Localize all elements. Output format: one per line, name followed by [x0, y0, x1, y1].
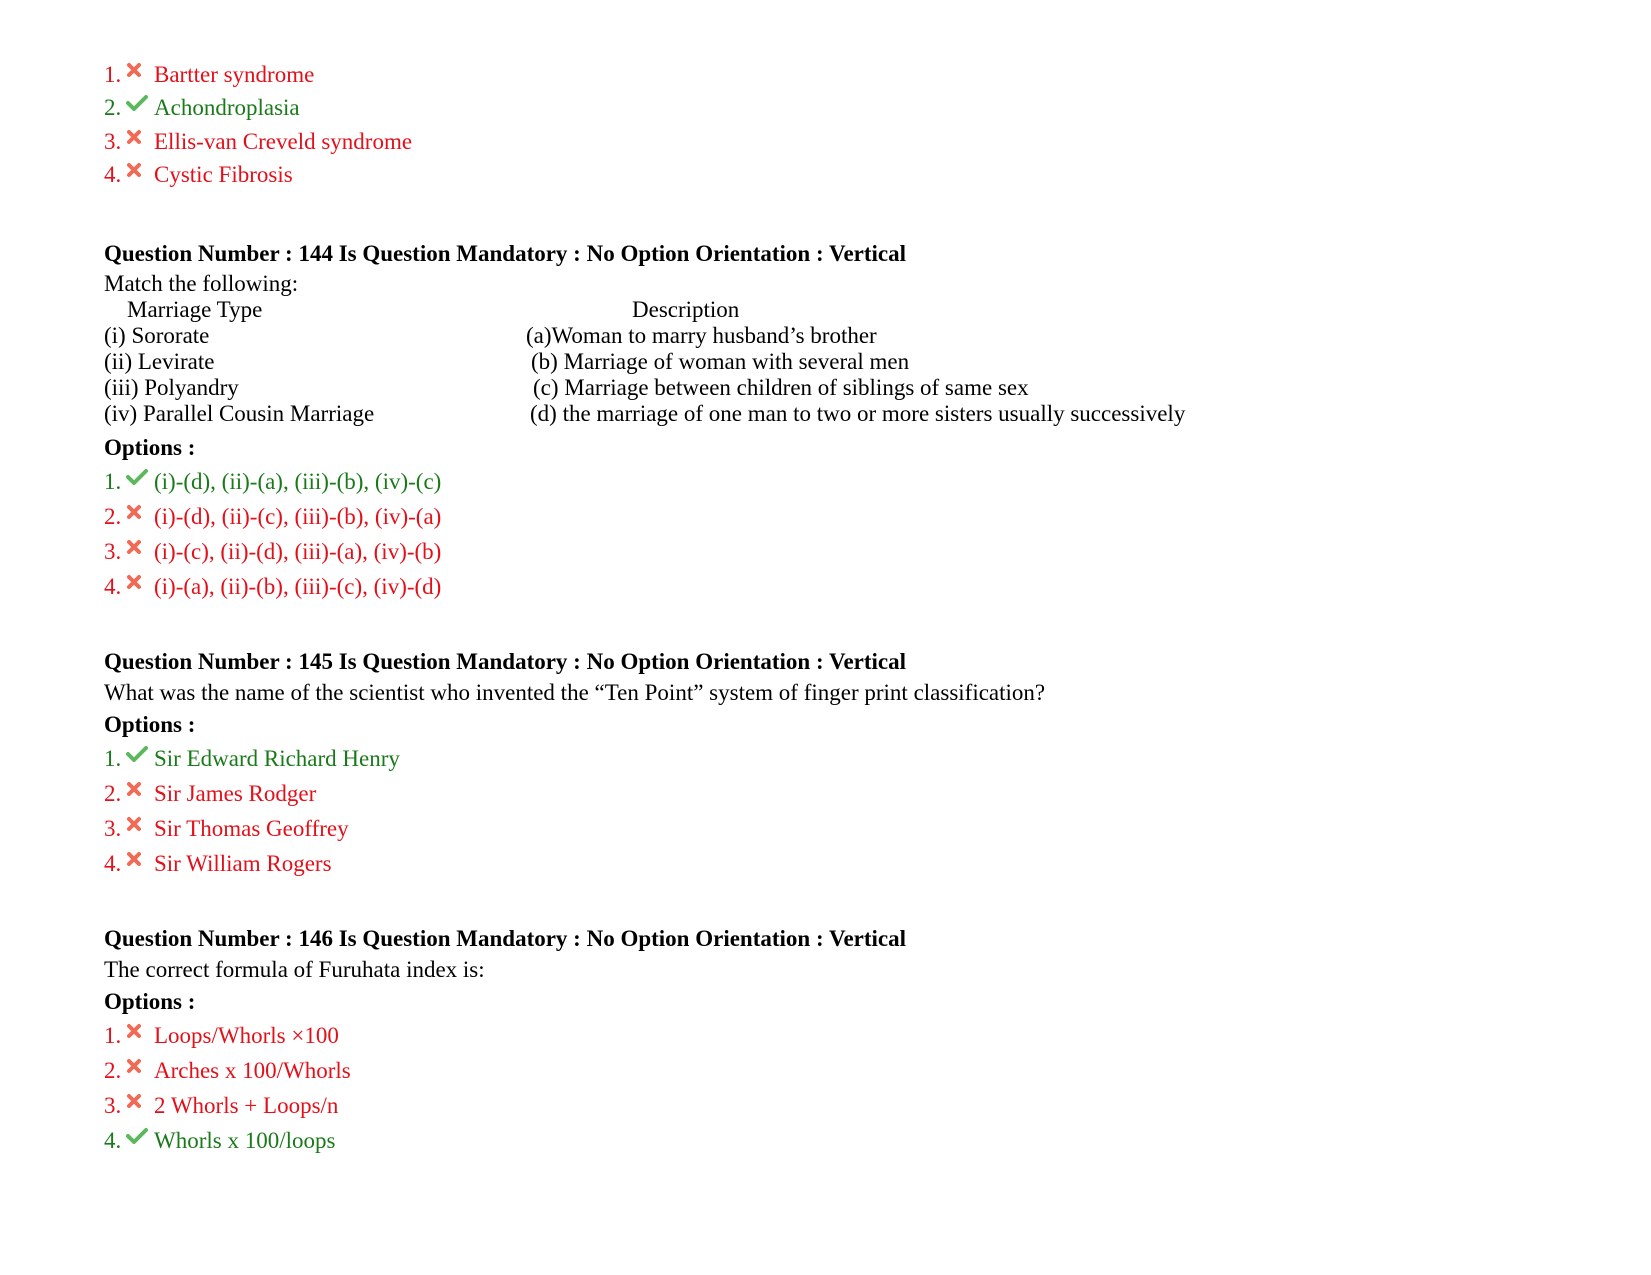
match-left-item: (ii) Levirate [104, 349, 215, 374]
option-number: 3. [104, 816, 122, 841]
option-text: Cystic Fibrosis [154, 162, 293, 187]
options-label-146: Options : [104, 989, 196, 1014]
option-text: Achondroplasia [154, 95, 300, 120]
prev-option-2 [104, 94, 300, 122]
question-header-144: Question Number : 144 Is Question Mandatory : No Option Orientation : Vertical [104, 241, 907, 266]
option-number: 4. [104, 1128, 122, 1153]
check-icon [126, 1128, 154, 1144]
cross-icon [126, 1058, 154, 1074]
match-right-header: Description [632, 297, 740, 322]
match-left-item: (iii) Polyandry [104, 375, 239, 400]
option-number: 3. [104, 539, 122, 564]
cross-icon [126, 504, 154, 520]
option-number: 3. [104, 1093, 122, 1118]
option-number: 2. [104, 95, 122, 120]
question-prompt-144: Match the following: [104, 271, 299, 296]
option-text: Ellis-van Creveld syndrome [154, 129, 413, 154]
prev-option-1 [104, 61, 314, 89]
cross-icon [126, 1093, 154, 1109]
option-text: Sir James Rodger [154, 781, 317, 806]
match-right-item: (b) Marriage of woman with several men [531, 349, 910, 374]
option-number: 1. [104, 62, 122, 87]
option-text: (i)-(c), (ii)-(d), (iii)-(a), (iv)-(b) [154, 539, 442, 564]
prev-option-3 [104, 128, 412, 156]
q145-option-3 [104, 815, 349, 843]
check-icon [126, 469, 154, 485]
cross-icon [126, 851, 154, 867]
cross-icon [126, 162, 154, 178]
option-text: Sir Edward Richard Henry [154, 746, 400, 771]
question-header-146: Question Number : 146 Is Question Mandatory : No Option Orientation : Vertical [104, 926, 907, 951]
options-label-145: Options : [104, 712, 196, 737]
match-left-header: Marriage Type [127, 297, 263, 322]
option-number: 2. [104, 1058, 122, 1083]
option-number: 3. [104, 129, 122, 154]
option-text: (i)-(a), (ii)-(b), (iii)-(c), (iv)-(d) [154, 574, 442, 599]
option-number: 4. [104, 574, 122, 599]
q145-option-1 [104, 745, 400, 773]
prev-option-4 [104, 161, 293, 189]
question-prompt-145: What was the name of the scientist who invented the “Ten Point” system of finger print classification? [104, 680, 1046, 705]
option-text: Sir William Rogers [154, 851, 332, 876]
cross-icon [126, 574, 154, 590]
option-text: Loops/Whorls ×100 [154, 1023, 339, 1048]
cross-icon [126, 1023, 154, 1039]
q144-option-4 [104, 573, 441, 601]
check-icon [126, 746, 154, 762]
option-number: 2. [104, 781, 122, 806]
q146-option-4 [104, 1127, 335, 1155]
options-label-144: Options : [104, 435, 196, 460]
question-header-145: Question Number : 145 Is Question Mandatory : No Option Orientation : Vertical [104, 649, 907, 674]
cross-icon [126, 816, 154, 832]
match-right-item: (d) the marriage of one man to two or more sisters usually successively [530, 401, 1186, 426]
q144-option-1 [104, 468, 441, 496]
option-text: Whorls x 100/loops [154, 1128, 336, 1153]
option-number: 4. [104, 851, 122, 876]
option-text: 2 Whorls + Loops/n [154, 1093, 339, 1118]
q144-option-2 [104, 503, 441, 531]
question-prompt-146: The correct formula of Furuhata index is: [104, 957, 485, 982]
cross-icon [126, 539, 154, 555]
option-number: 1. [104, 746, 122, 771]
match-left-item: (iv) Parallel Cousin Marriage [104, 401, 375, 426]
option-number: 2. [104, 504, 122, 529]
q146-option-3 [104, 1092, 338, 1120]
option-text: (i)-(d), (ii)-(a), (iii)-(b), (iv)-(c) [154, 469, 442, 494]
option-text: (i)-(d), (ii)-(c), (iii)-(b), (iv)-(a) [154, 504, 442, 529]
option-text: Arches x 100/Whorls [154, 1058, 351, 1083]
option-number: 1. [104, 469, 122, 494]
cross-icon [126, 62, 154, 78]
option-text: Bartter syndrome [154, 62, 315, 87]
q145-option-2 [104, 780, 316, 808]
q145-option-4 [104, 850, 332, 878]
q146-option-2 [104, 1057, 351, 1085]
match-left-item: (i) Sororate [104, 323, 210, 348]
option-text: Sir Thomas Geoffrey [154, 816, 349, 841]
option-number: 4. [104, 162, 122, 187]
option-number: 1. [104, 1023, 122, 1048]
q144-option-3 [104, 538, 441, 566]
match-right-item: (c) Marriage between children of siblings of same sex [533, 375, 1029, 400]
match-right-item: (a)Woman to marry husband’s brother [526, 323, 877, 348]
q146-option-1 [104, 1022, 339, 1050]
check-icon [126, 95, 154, 111]
cross-icon [126, 129, 154, 145]
cross-icon [126, 781, 154, 797]
